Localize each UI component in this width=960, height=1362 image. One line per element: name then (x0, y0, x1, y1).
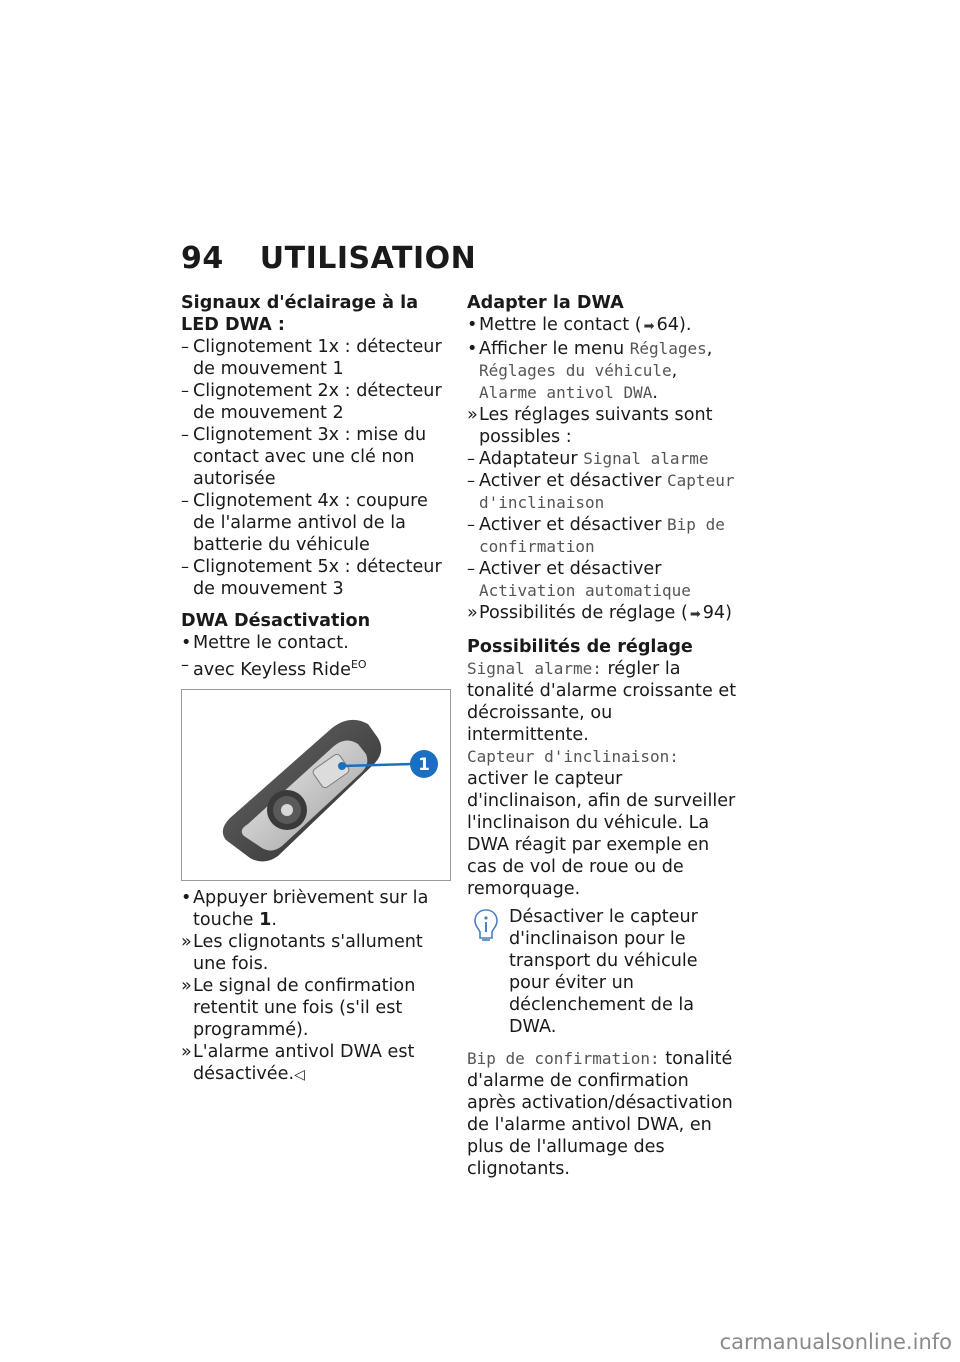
page-number: 94 (181, 241, 224, 276)
key-fob-image (182, 690, 450, 880)
dash-marker: – (467, 471, 475, 490)
section-title-led-signals: Signaux d'éclairage à la LED DWA : (181, 293, 419, 335)
end-triangle-icon: ◁ (294, 1066, 305, 1083)
option-item: – Adaptateur Signal alarme (467, 449, 709, 469)
bullet-marker: • (467, 339, 478, 359)
info-note (467, 906, 739, 1038)
flash-item: – Clignotement 4x : coupure de l'alarme antivol de la batterie du véhicule (181, 491, 428, 555)
page-ref-arrow-icon: ➡ (689, 607, 701, 622)
dash-marker: – (181, 655, 189, 674)
result-item: » Possibilités de réglage ( ➡ 94) (467, 603, 732, 623)
option-description: Signal alarme: régler la tonalité d'alarme croissante et décroissante, ou intermittente. (467, 659, 737, 745)
dash-marker: – (181, 557, 189, 576)
step-ignition: • Mettre le contact ( ➡ 64). (467, 315, 692, 335)
menu-path-1: Réglages (629, 339, 707, 358)
result-item: » Les clignotants s'allument une fois. (181, 931, 423, 974)
section-title-deactivation: DWA Désactivation (181, 611, 371, 631)
result-item: » Le signal de confirmation retentit une fois (s'il est programmé). (181, 975, 416, 1040)
chapter-title: UTILISATION (259, 241, 477, 276)
note-text: Désactiver le capteur d'inclinaison pour le transport du véhicule pour éviter un déclenchement de la DWA. (509, 907, 698, 1037)
page-header (181, 241, 476, 276)
flash-item: – Clignotement 5x : détecteur de mouvement 3 (181, 557, 442, 599)
section-title-adapt: Adapter la DWA (467, 293, 624, 313)
result-marker: » (181, 1041, 192, 1062)
page-ref: 64 (656, 315, 679, 335)
menu-path-2: Réglages du véhicule (479, 361, 672, 380)
option-item: – Activer et désactiver Capteur d'inclinaison (467, 471, 735, 512)
section-title-options: Possibilités de réglage (467, 637, 693, 657)
dash-marker: – (181, 337, 189, 356)
step-ignition: • Mettre le contact. (181, 633, 349, 653)
equipment-sup: EO (350, 658, 367, 671)
option-description: Capteur d'inclinaison: activer le capteur d'inclinaison, afin de surveiller l'inclinaison du véhicule. La DWA réagit par exemple en cas de vol de roue ou de remorquage. (467, 747, 736, 899)
flash-list (181, 336, 451, 600)
dash-marker: – (181, 491, 189, 510)
step-press-button: • Appuyer brièvement sur la touche 1. (181, 887, 429, 930)
page-ref: 94 (702, 603, 726, 623)
flash-item: – Clignotement 3x : mise du contact avec une clé non autorisée (181, 425, 427, 489)
option-item: – Activer et désactiver Activation automatique (467, 559, 691, 600)
info-icon (473, 908, 499, 948)
flash-item: – Clignotement 2x : détecteur de mouvement 2 (181, 381, 442, 423)
bullet-marker: • (181, 887, 192, 908)
flash-item: – Clignotement 1x : détecteur de mouvement 1 (181, 337, 442, 379)
result-item: » Les réglages suivants sont possibles : (467, 405, 713, 447)
menu-path-3: Alarme antivol DWA (479, 383, 653, 402)
result-item: » L'alarme antivol DWA est désactivée.◁ (181, 1041, 415, 1084)
step-menu: • Afficher le menu Réglages, Réglages du véhicule, Alarme antivol DWA. (467, 339, 713, 403)
watermark: carmanualsonline.info (719, 1330, 952, 1354)
right-column (467, 292, 739, 1180)
bullet-marker: • (467, 315, 478, 335)
keyless-condition: – avec Keyless Ride$^{EO}$ (181, 655, 367, 680)
key-illustration (181, 689, 451, 881)
dash-marker: – (181, 381, 189, 400)
result-marker: » (181, 931, 192, 952)
bullet-marker: • (181, 633, 192, 653)
option-description: Bip de confirmation: tonalité d'alarme de confirmation après activation/désactivation de l'alarme antivol DWA, en plus de l'allumage des clignotants. (467, 1049, 733, 1179)
figure-callout-1: 1 (418, 754, 430, 775)
result-marker: » (467, 405, 478, 425)
dash-marker: – (467, 559, 475, 578)
option-item: – Activer et désactiver Bip de confirmation (467, 515, 725, 556)
left-column (181, 292, 451, 1086)
dash-marker: – (181, 425, 189, 444)
result-marker: » (467, 603, 478, 623)
result-marker: » (181, 975, 192, 996)
page-ref-arrow-icon: ➡ (643, 319, 655, 334)
dash-marker: – (467, 515, 475, 534)
dash-marker: – (467, 449, 475, 468)
key-reference: 1 (259, 909, 272, 930)
